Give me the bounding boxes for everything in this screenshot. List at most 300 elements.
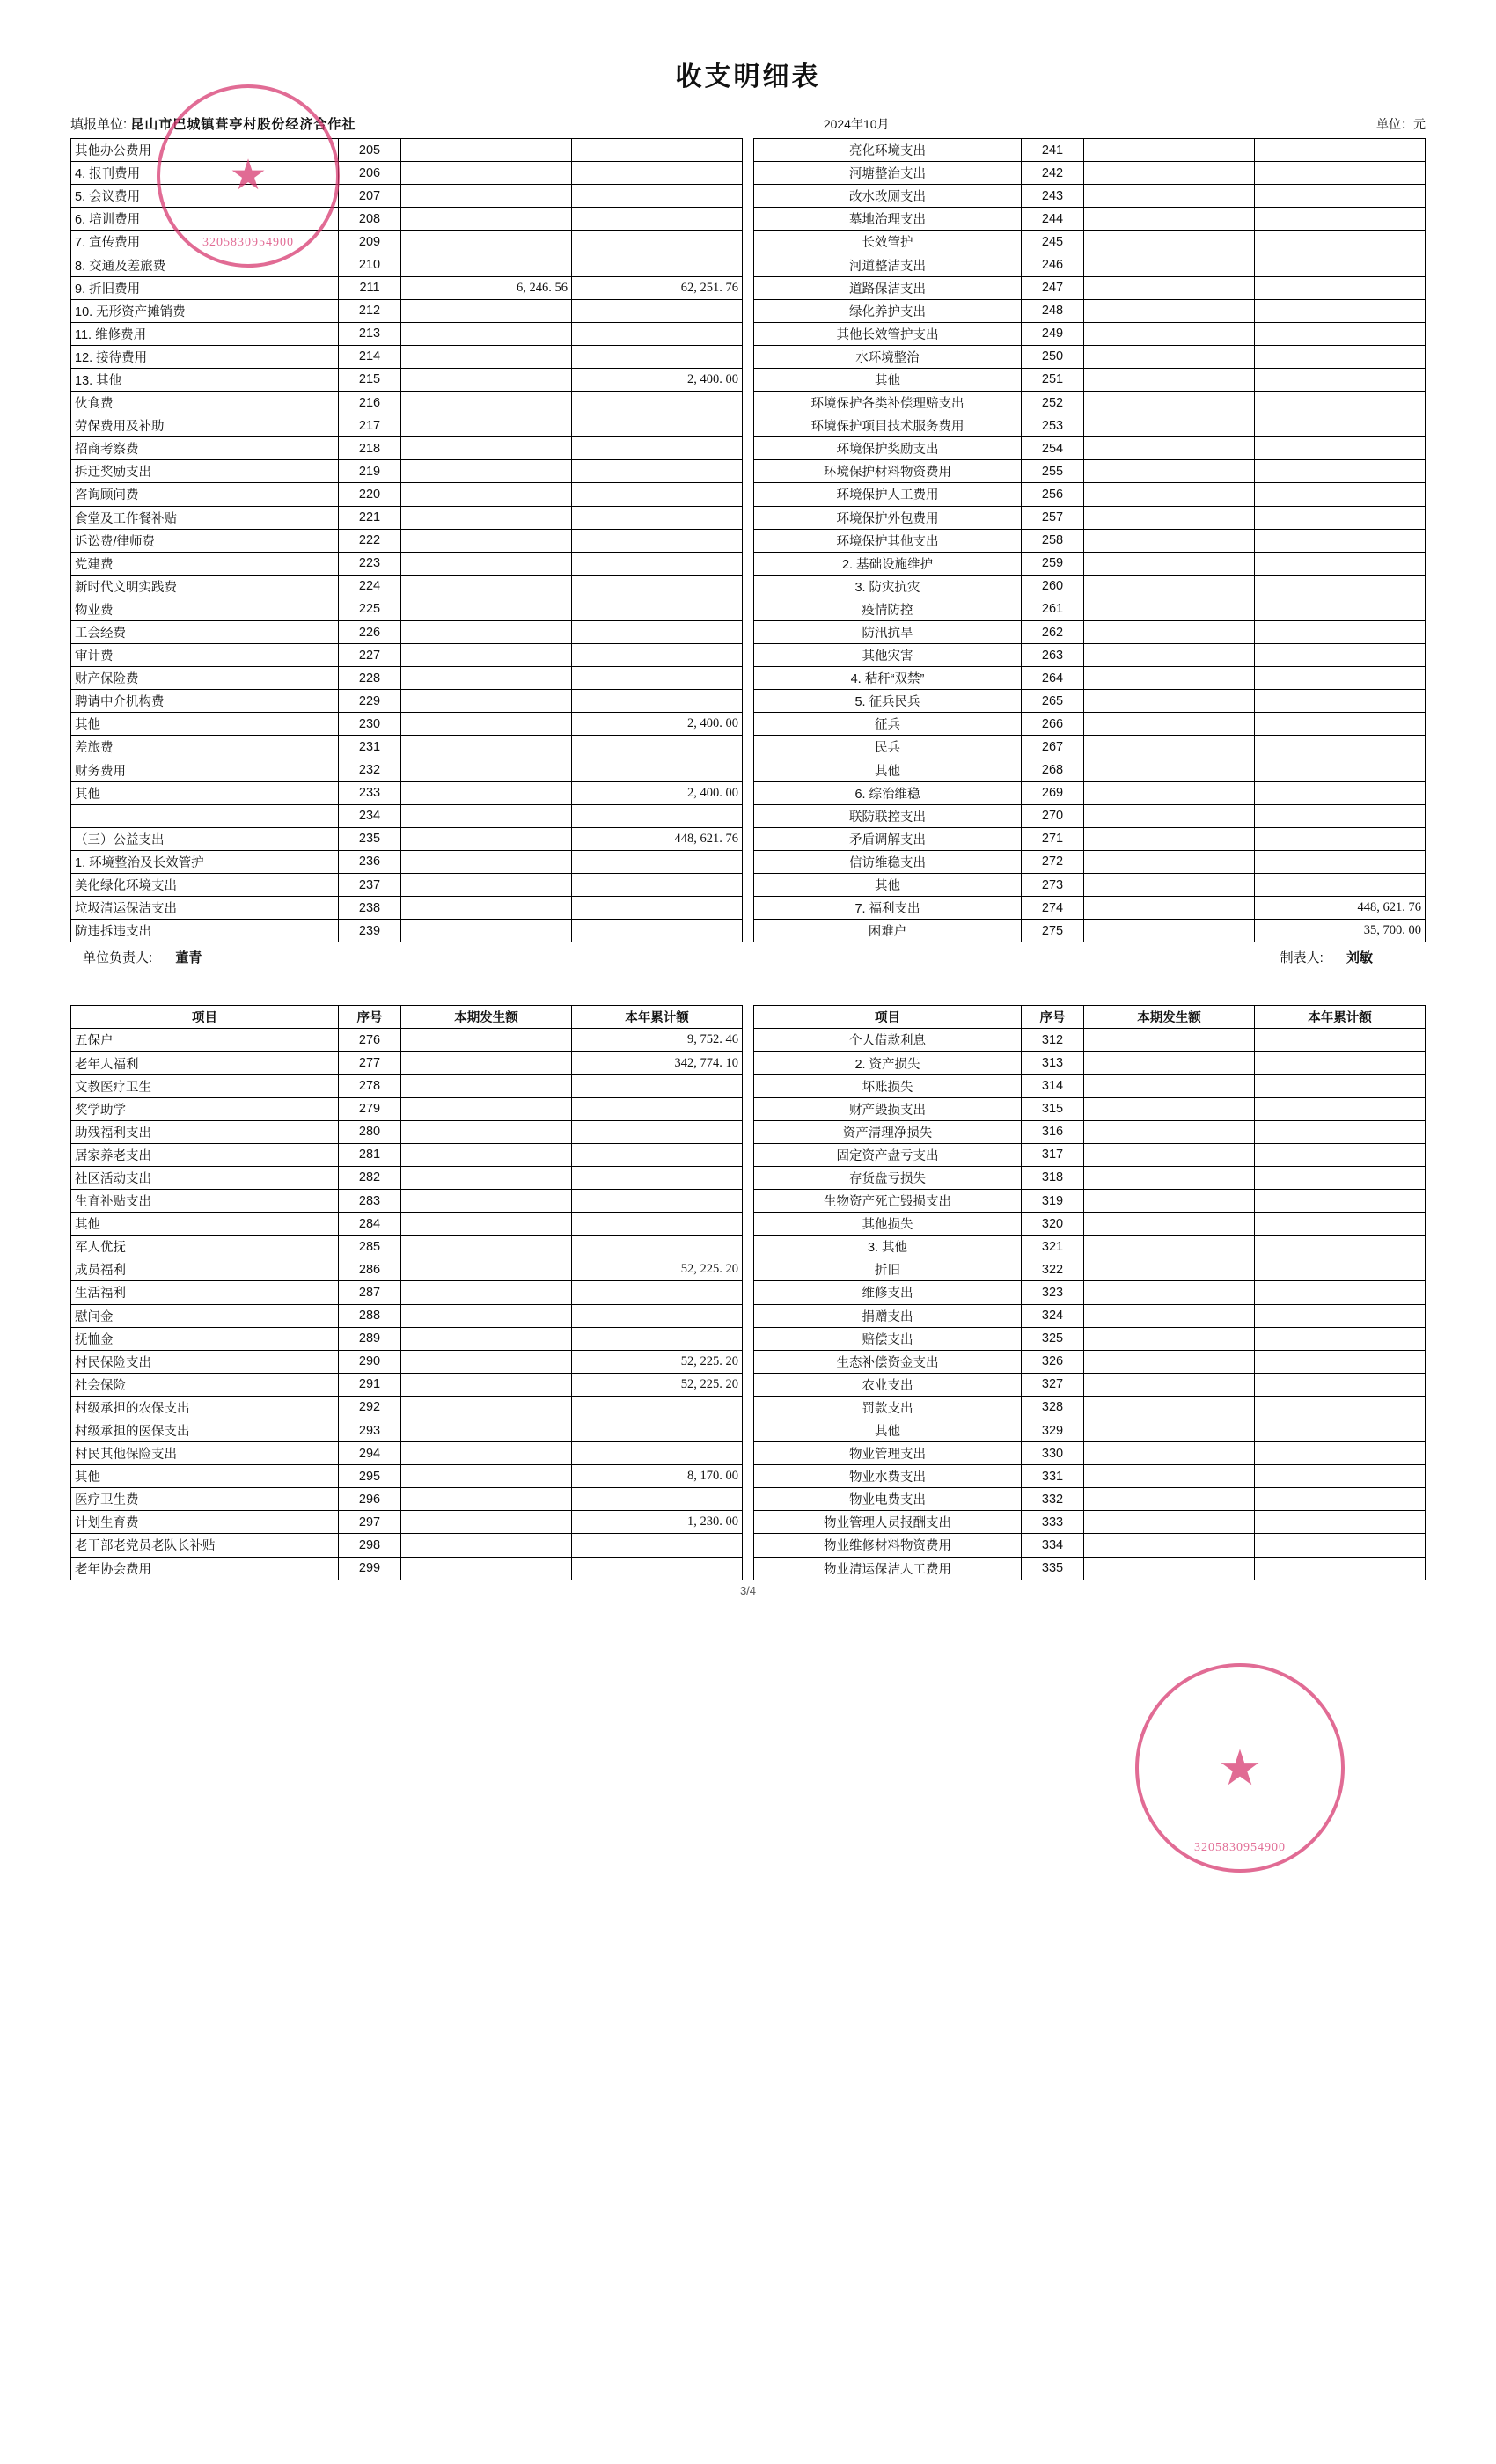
row-number: 321: [1022, 1236, 1084, 1258]
current-amount[interactable]: [1084, 1350, 1255, 1373]
row-number: 328: [1022, 1396, 1084, 1419]
current-amount[interactable]: [401, 368, 572, 391]
ytd-amount[interactable]: [572, 575, 743, 598]
page-title: 收支明细表: [675, 62, 821, 92]
current-amount[interactable]: [401, 208, 572, 231]
current-amount[interactable]: [1084, 1281, 1255, 1304]
ytd-amount[interactable]: [572, 483, 743, 506]
row-number: 282: [339, 1166, 401, 1189]
current-amount[interactable]: [1084, 231, 1255, 253]
table-row: [71, 392, 1426, 414]
current-amount[interactable]: [1084, 667, 1255, 690]
current-amount[interactable]: [401, 1373, 572, 1396]
current-amount[interactable]: [401, 690, 572, 713]
ytd-amount[interactable]: [1255, 1166, 1426, 1189]
ytd-amount[interactable]: [1255, 850, 1426, 873]
current-amount[interactable]: [401, 1350, 572, 1373]
ytd-amount[interactable]: 1, 230. 00: [572, 1511, 743, 1534]
row-number: 327: [1022, 1373, 1084, 1396]
ytd-amount[interactable]: [1255, 1052, 1426, 1074]
current-amount[interactable]: [401, 850, 572, 873]
ytd-amount[interactable]: [572, 667, 743, 690]
ytd-amount[interactable]: [1255, 1097, 1426, 1120]
current-amount[interactable]: [1084, 208, 1255, 231]
ytd-amount[interactable]: [572, 920, 743, 942]
current-amount[interactable]: [401, 1419, 572, 1441]
row-label: 其他办公费用: [71, 139, 339, 162]
current-amount[interactable]: [401, 827, 572, 850]
ytd-amount[interactable]: [572, 162, 743, 185]
table-row: [71, 781, 1426, 804]
ytd-amount[interactable]: [1255, 736, 1426, 759]
table-row: [71, 1419, 1426, 1441]
ytd-amount[interactable]: [1255, 276, 1426, 299]
ytd-amount[interactable]: [572, 1166, 743, 1189]
ytd-amount[interactable]: [572, 299, 743, 322]
ytd-amount[interactable]: [1255, 575, 1426, 598]
ytd-amount[interactable]: [1255, 759, 1426, 781]
ytd-amount[interactable]: [1255, 1373, 1426, 1396]
official-seal-bottom: [1135, 1663, 1345, 1873]
ytd-amount[interactable]: 52, 225. 20: [572, 1258, 743, 1281]
current-amount[interactable]: [1084, 253, 1255, 276]
ytd-amount[interactable]: [572, 208, 743, 231]
page-number: 3/4: [739, 1583, 757, 1597]
current-amount[interactable]: [401, 162, 572, 185]
row-label: 其他: [71, 781, 339, 804]
current-amount[interactable]: [401, 1236, 572, 1258]
ytd-amount[interactable]: [1255, 1304, 1426, 1327]
current-amount[interactable]: [1084, 368, 1255, 391]
current-amount[interactable]: [1084, 529, 1255, 552]
ytd-amount[interactable]: [572, 231, 743, 253]
ytd-amount[interactable]: [1255, 804, 1426, 827]
ytd-amount[interactable]: [572, 392, 743, 414]
current-amount[interactable]: [1084, 1327, 1255, 1350]
ytd-amount[interactable]: [572, 644, 743, 667]
current-amount[interactable]: [401, 460, 572, 483]
column-spacer: [743, 299, 754, 322]
current-amount[interactable]: [1084, 1029, 1255, 1052]
current-amount[interactable]: [401, 713, 572, 736]
current-amount[interactable]: [401, 1029, 572, 1052]
current-amount[interactable]: [1084, 690, 1255, 713]
row-number: 238: [339, 897, 401, 920]
current-amount[interactable]: [401, 1052, 572, 1074]
current-amount[interactable]: [401, 437, 572, 460]
ytd-amount[interactable]: [1255, 460, 1426, 483]
current-amount[interactable]: [401, 1557, 572, 1580]
ytd-amount[interactable]: [1255, 620, 1426, 643]
current-amount[interactable]: [1084, 139, 1255, 162]
ytd-amount[interactable]: [572, 253, 743, 276]
current-amount[interactable]: [1084, 299, 1255, 322]
ytd-amount[interactable]: [1255, 827, 1426, 850]
table-row: [71, 483, 1426, 506]
row-number: 256: [1022, 483, 1084, 506]
table-row: [71, 1442, 1426, 1465]
ytd-amount[interactable]: [572, 620, 743, 643]
row-number: 209: [339, 231, 401, 253]
table-row: [71, 598, 1426, 620]
ytd-amount[interactable]: [572, 1143, 743, 1166]
current-amount[interactable]: [401, 322, 572, 345]
current-amount[interactable]: [1084, 620, 1255, 643]
ytd-amount[interactable]: [1255, 139, 1426, 162]
ytd-amount[interactable]: [1255, 529, 1426, 552]
filer-block: [70, 114, 667, 133]
current-amount[interactable]: [401, 231, 572, 253]
signature-row: [70, 948, 1426, 966]
row-label: 成员福利: [71, 1258, 339, 1281]
ytd-amount[interactable]: 448, 621. 76: [572, 827, 743, 850]
ytd-amount[interactable]: [572, 1557, 743, 1580]
ytd-amount[interactable]: [1255, 713, 1426, 736]
current-amount[interactable]: [401, 529, 572, 552]
current-amount[interactable]: [1084, 552, 1255, 575]
current-amount[interactable]: [1084, 1304, 1255, 1327]
ytd-amount[interactable]: [1255, 1281, 1426, 1304]
leader-label: 单位负责人:: [83, 950, 153, 966]
current-amount[interactable]: [401, 1396, 572, 1419]
table-row: [71, 460, 1426, 483]
ytd-amount[interactable]: [1255, 208, 1426, 231]
column-spacer: [743, 920, 754, 942]
ytd-amount[interactable]: [1255, 1143, 1426, 1166]
table-row: [71, 1281, 1426, 1304]
row-number: 325: [1022, 1327, 1084, 1350]
current-amount[interactable]: [401, 1120, 572, 1143]
ytd-amount[interactable]: 2, 400. 00: [572, 713, 743, 736]
row-label: 党建费: [71, 552, 339, 575]
ytd-amount[interactable]: [1255, 1488, 1426, 1511]
ytd-amount[interactable]: [572, 1213, 743, 1236]
row-number: 248: [1022, 299, 1084, 322]
ytd-amount[interactable]: [1255, 598, 1426, 620]
current-amount[interactable]: [401, 506, 572, 529]
current-amount[interactable]: [1084, 1258, 1255, 1281]
row-number: 230: [339, 713, 401, 736]
ytd-amount[interactable]: [1255, 1258, 1426, 1281]
row-number: 229: [339, 690, 401, 713]
ytd-amount[interactable]: [1255, 185, 1426, 208]
ytd-amount[interactable]: [572, 1534, 743, 1557]
seal-star-icon: ★: [229, 152, 268, 199]
table-row: [71, 736, 1426, 759]
current-amount[interactable]: [1084, 392, 1255, 414]
current-amount[interactable]: 6, 246. 56: [401, 276, 572, 299]
current-amount[interactable]: [1084, 850, 1255, 873]
current-amount[interactable]: [401, 1258, 572, 1281]
ytd-amount[interactable]: 52, 225. 20: [572, 1373, 743, 1396]
current-amount[interactable]: [401, 804, 572, 827]
ytd-amount[interactable]: [572, 850, 743, 873]
ytd-amount[interactable]: [572, 804, 743, 827]
current-amount[interactable]: [401, 1074, 572, 1097]
row-label: 物业费: [71, 598, 339, 620]
current-amount[interactable]: [401, 1143, 572, 1166]
current-amount[interactable]: [1084, 874, 1255, 897]
ytd-amount[interactable]: [1255, 162, 1426, 185]
current-amount[interactable]: [1084, 897, 1255, 920]
ytd-amount[interactable]: [572, 139, 743, 162]
ytd-amount[interactable]: [1255, 322, 1426, 345]
ytd-amount[interactable]: [1255, 299, 1426, 322]
ytd-amount[interactable]: [1255, 1190, 1426, 1213]
ytd-amount[interactable]: 9, 752. 46: [572, 1029, 743, 1052]
current-amount[interactable]: [401, 139, 572, 162]
ytd-amount[interactable]: [572, 552, 743, 575]
current-amount[interactable]: [401, 667, 572, 690]
ytd-amount[interactable]: [572, 414, 743, 437]
current-amount[interactable]: [401, 1488, 572, 1511]
table-row: [71, 850, 1426, 873]
current-amount[interactable]: [1084, 345, 1255, 368]
current-amount[interactable]: [401, 1534, 572, 1557]
column-spacer: [743, 850, 754, 873]
current-amount[interactable]: [1084, 1396, 1255, 1419]
table-row: [71, 276, 1426, 299]
current-amount[interactable]: [401, 781, 572, 804]
current-amount[interactable]: [401, 253, 572, 276]
current-amount[interactable]: [1084, 322, 1255, 345]
current-amount[interactable]: [401, 759, 572, 781]
ytd-amount[interactable]: [1255, 414, 1426, 437]
current-amount[interactable]: [1084, 1097, 1255, 1120]
ytd-amount[interactable]: 448, 621. 76: [1255, 897, 1426, 920]
current-amount[interactable]: [1084, 1534, 1255, 1557]
ytd-amount[interactable]: 52, 225. 20: [572, 1350, 743, 1373]
ytd-amount[interactable]: [1255, 1029, 1426, 1052]
ytd-amount[interactable]: 62, 251. 76: [572, 276, 743, 299]
current-amount[interactable]: [1084, 1373, 1255, 1396]
ytd-amount[interactable]: [1255, 437, 1426, 460]
current-amount[interactable]: [1084, 1236, 1255, 1258]
ytd-amount[interactable]: [1255, 1442, 1426, 1465]
current-amount[interactable]: [401, 575, 572, 598]
ytd-amount[interactable]: [1255, 1465, 1426, 1488]
row-number: 295: [339, 1465, 401, 1488]
ytd-amount[interactable]: [572, 1488, 743, 1511]
current-amount[interactable]: [1084, 1511, 1255, 1534]
ytd-amount[interactable]: [572, 185, 743, 208]
ytd-amount[interactable]: [1255, 1511, 1426, 1534]
ytd-amount[interactable]: [1255, 1396, 1426, 1419]
current-amount[interactable]: [1084, 827, 1255, 850]
current-amount[interactable]: [1084, 1557, 1255, 1580]
ytd-amount[interactable]: [572, 1120, 743, 1143]
row-number: 218: [339, 437, 401, 460]
current-amount[interactable]: [1084, 1190, 1255, 1213]
table-row: [71, 552, 1426, 575]
row-number: 324: [1022, 1304, 1084, 1327]
ytd-amount[interactable]: [572, 897, 743, 920]
current-amount[interactable]: [1084, 598, 1255, 620]
ytd-amount[interactable]: [572, 1074, 743, 1097]
row-number: 290: [339, 1350, 401, 1373]
ytd-amount[interactable]: 35, 700. 00: [1255, 920, 1426, 942]
current-amount[interactable]: [401, 1190, 572, 1213]
ytd-amount[interactable]: [1255, 345, 1426, 368]
ytd-amount[interactable]: 342, 774. 10: [572, 1052, 743, 1074]
ytd-amount[interactable]: [1255, 231, 1426, 253]
column-spacer: [743, 781, 754, 804]
current-amount[interactable]: [401, 920, 572, 942]
ytd-amount[interactable]: [1255, 1534, 1426, 1557]
ytd-amount[interactable]: [1255, 874, 1426, 897]
current-amount[interactable]: [1084, 1166, 1255, 1189]
row-label: 其他灾害: [754, 644, 1022, 667]
current-amount[interactable]: [1084, 1488, 1255, 1511]
current-amount[interactable]: [401, 874, 572, 897]
ytd-amount[interactable]: [572, 874, 743, 897]
current-amount[interactable]: [1084, 804, 1255, 827]
row-number: 241: [1022, 139, 1084, 162]
current-amount[interactable]: [401, 1511, 572, 1534]
current-amount[interactable]: [401, 185, 572, 208]
row-number: 212: [339, 299, 401, 322]
ytd-amount[interactable]: [1255, 253, 1426, 276]
row-number: 279: [339, 1097, 401, 1120]
ytd-amount[interactable]: 2, 400. 00: [572, 368, 743, 391]
current-amount[interactable]: [1084, 483, 1255, 506]
current-amount[interactable]: [1084, 1143, 1255, 1166]
ytd-amount[interactable]: [572, 1304, 743, 1327]
ytd-amount[interactable]: [572, 1281, 743, 1304]
current-amount[interactable]: [1084, 1419, 1255, 1441]
current-amount[interactable]: [401, 299, 572, 322]
ytd-amount[interactable]: [572, 345, 743, 368]
current-amount[interactable]: [401, 1327, 572, 1350]
current-amount[interactable]: [1084, 759, 1255, 781]
row-label: 物业水费支出: [754, 1465, 1022, 1488]
current-amount[interactable]: [1084, 575, 1255, 598]
ytd-amount[interactable]: [572, 1236, 743, 1258]
ytd-amount[interactable]: [572, 598, 743, 620]
current-amount[interactable]: [401, 414, 572, 437]
ytd-amount[interactable]: 2, 400. 00: [572, 781, 743, 804]
ytd-amount[interactable]: [572, 460, 743, 483]
row-label: 医疗卫生费: [71, 1488, 339, 1511]
table-row: [71, 1488, 1426, 1511]
ytd-amount[interactable]: [572, 1097, 743, 1120]
row-label: 物业维修材料物资费用: [754, 1534, 1022, 1557]
ytd-amount[interactable]: [572, 506, 743, 529]
row-label: 物业管理支出: [754, 1442, 1022, 1465]
ytd-amount[interactable]: [1255, 1350, 1426, 1373]
current-amount[interactable]: [1084, 162, 1255, 185]
ytd-amount[interactable]: [1255, 1557, 1426, 1580]
ytd-amount[interactable]: [572, 690, 743, 713]
current-amount[interactable]: [1084, 1213, 1255, 1236]
ytd-amount[interactable]: [1255, 667, 1426, 690]
current-amount[interactable]: [1084, 1120, 1255, 1143]
current-amount[interactable]: [401, 736, 572, 759]
current-amount[interactable]: [1084, 1052, 1255, 1074]
current-amount[interactable]: [401, 1097, 572, 1120]
ytd-amount[interactable]: 8, 170. 00: [572, 1465, 743, 1488]
column-spacer: [743, 804, 754, 827]
section-gap: [0, 966, 1496, 1005]
current-amount[interactable]: [401, 1442, 572, 1465]
current-amount[interactable]: [401, 392, 572, 414]
ytd-amount[interactable]: [1255, 690, 1426, 713]
current-amount[interactable]: [401, 345, 572, 368]
ytd-amount[interactable]: [1255, 368, 1426, 391]
ytd-amount[interactable]: [572, 1396, 743, 1419]
current-amount[interactable]: [401, 483, 572, 506]
row-label: 环境保护人工费用: [754, 483, 1022, 506]
ytd-amount[interactable]: [1255, 1327, 1426, 1350]
row-label: 老年协会费用: [71, 1557, 339, 1580]
ytd-amount[interactable]: [1255, 1236, 1426, 1258]
ytd-amount[interactable]: [1255, 781, 1426, 804]
ytd-amount[interactable]: [572, 1190, 743, 1213]
current-amount[interactable]: [401, 598, 572, 620]
current-amount[interactable]: [1084, 1442, 1255, 1465]
current-amount[interactable]: [401, 1465, 572, 1488]
ytd-amount[interactable]: [1255, 1074, 1426, 1097]
ytd-amount[interactable]: [572, 437, 743, 460]
row-label: 其他损失: [754, 1213, 1022, 1236]
current-amount[interactable]: [1084, 644, 1255, 667]
current-amount[interactable]: [1084, 414, 1255, 437]
current-amount[interactable]: [401, 897, 572, 920]
current-amount[interactable]: [1084, 920, 1255, 942]
column-header: 项目: [754, 1006, 1022, 1029]
current-amount[interactable]: [1084, 437, 1255, 460]
current-amount[interactable]: [401, 1166, 572, 1189]
current-amount[interactable]: [1084, 781, 1255, 804]
current-amount[interactable]: [401, 1281, 572, 1304]
ytd-amount[interactable]: [572, 322, 743, 345]
ytd-amount[interactable]: [1255, 483, 1426, 506]
current-amount[interactable]: [1084, 713, 1255, 736]
ytd-amount[interactable]: [572, 1327, 743, 1350]
ytd-amount[interactable]: [1255, 506, 1426, 529]
current-amount[interactable]: [1084, 1074, 1255, 1097]
current-amount[interactable]: [401, 1213, 572, 1236]
ytd-amount[interactable]: [572, 1442, 743, 1465]
current-amount[interactable]: [1084, 276, 1255, 299]
current-amount[interactable]: [1084, 1465, 1255, 1488]
ytd-amount[interactable]: [572, 1419, 743, 1441]
ytd-amount[interactable]: [1255, 1213, 1426, 1236]
current-amount[interactable]: [1084, 506, 1255, 529]
ytd-amount[interactable]: [572, 529, 743, 552]
current-amount[interactable]: [401, 1304, 572, 1327]
ytd-amount[interactable]: [1255, 644, 1426, 667]
current-amount[interactable]: [401, 552, 572, 575]
table-row: [71, 368, 1426, 391]
ytd-amount[interactable]: [1255, 1120, 1426, 1143]
row-number: 330: [1022, 1442, 1084, 1465]
row-label: 财产保险费: [71, 667, 339, 690]
current-amount[interactable]: [1084, 185, 1255, 208]
ytd-amount[interactable]: [1255, 1419, 1426, 1441]
row-number: 222: [339, 529, 401, 552]
current-amount[interactable]: [401, 644, 572, 667]
current-amount[interactable]: [401, 620, 572, 643]
preparer-label: 制表人:: [1280, 950, 1324, 966]
current-amount[interactable]: [1084, 460, 1255, 483]
row-number: 207: [339, 185, 401, 208]
ytd-amount[interactable]: [572, 759, 743, 781]
current-amount[interactable]: [1084, 736, 1255, 759]
ytd-amount[interactable]: [1255, 552, 1426, 575]
ytd-amount[interactable]: [572, 736, 743, 759]
ytd-amount[interactable]: [1255, 392, 1426, 414]
